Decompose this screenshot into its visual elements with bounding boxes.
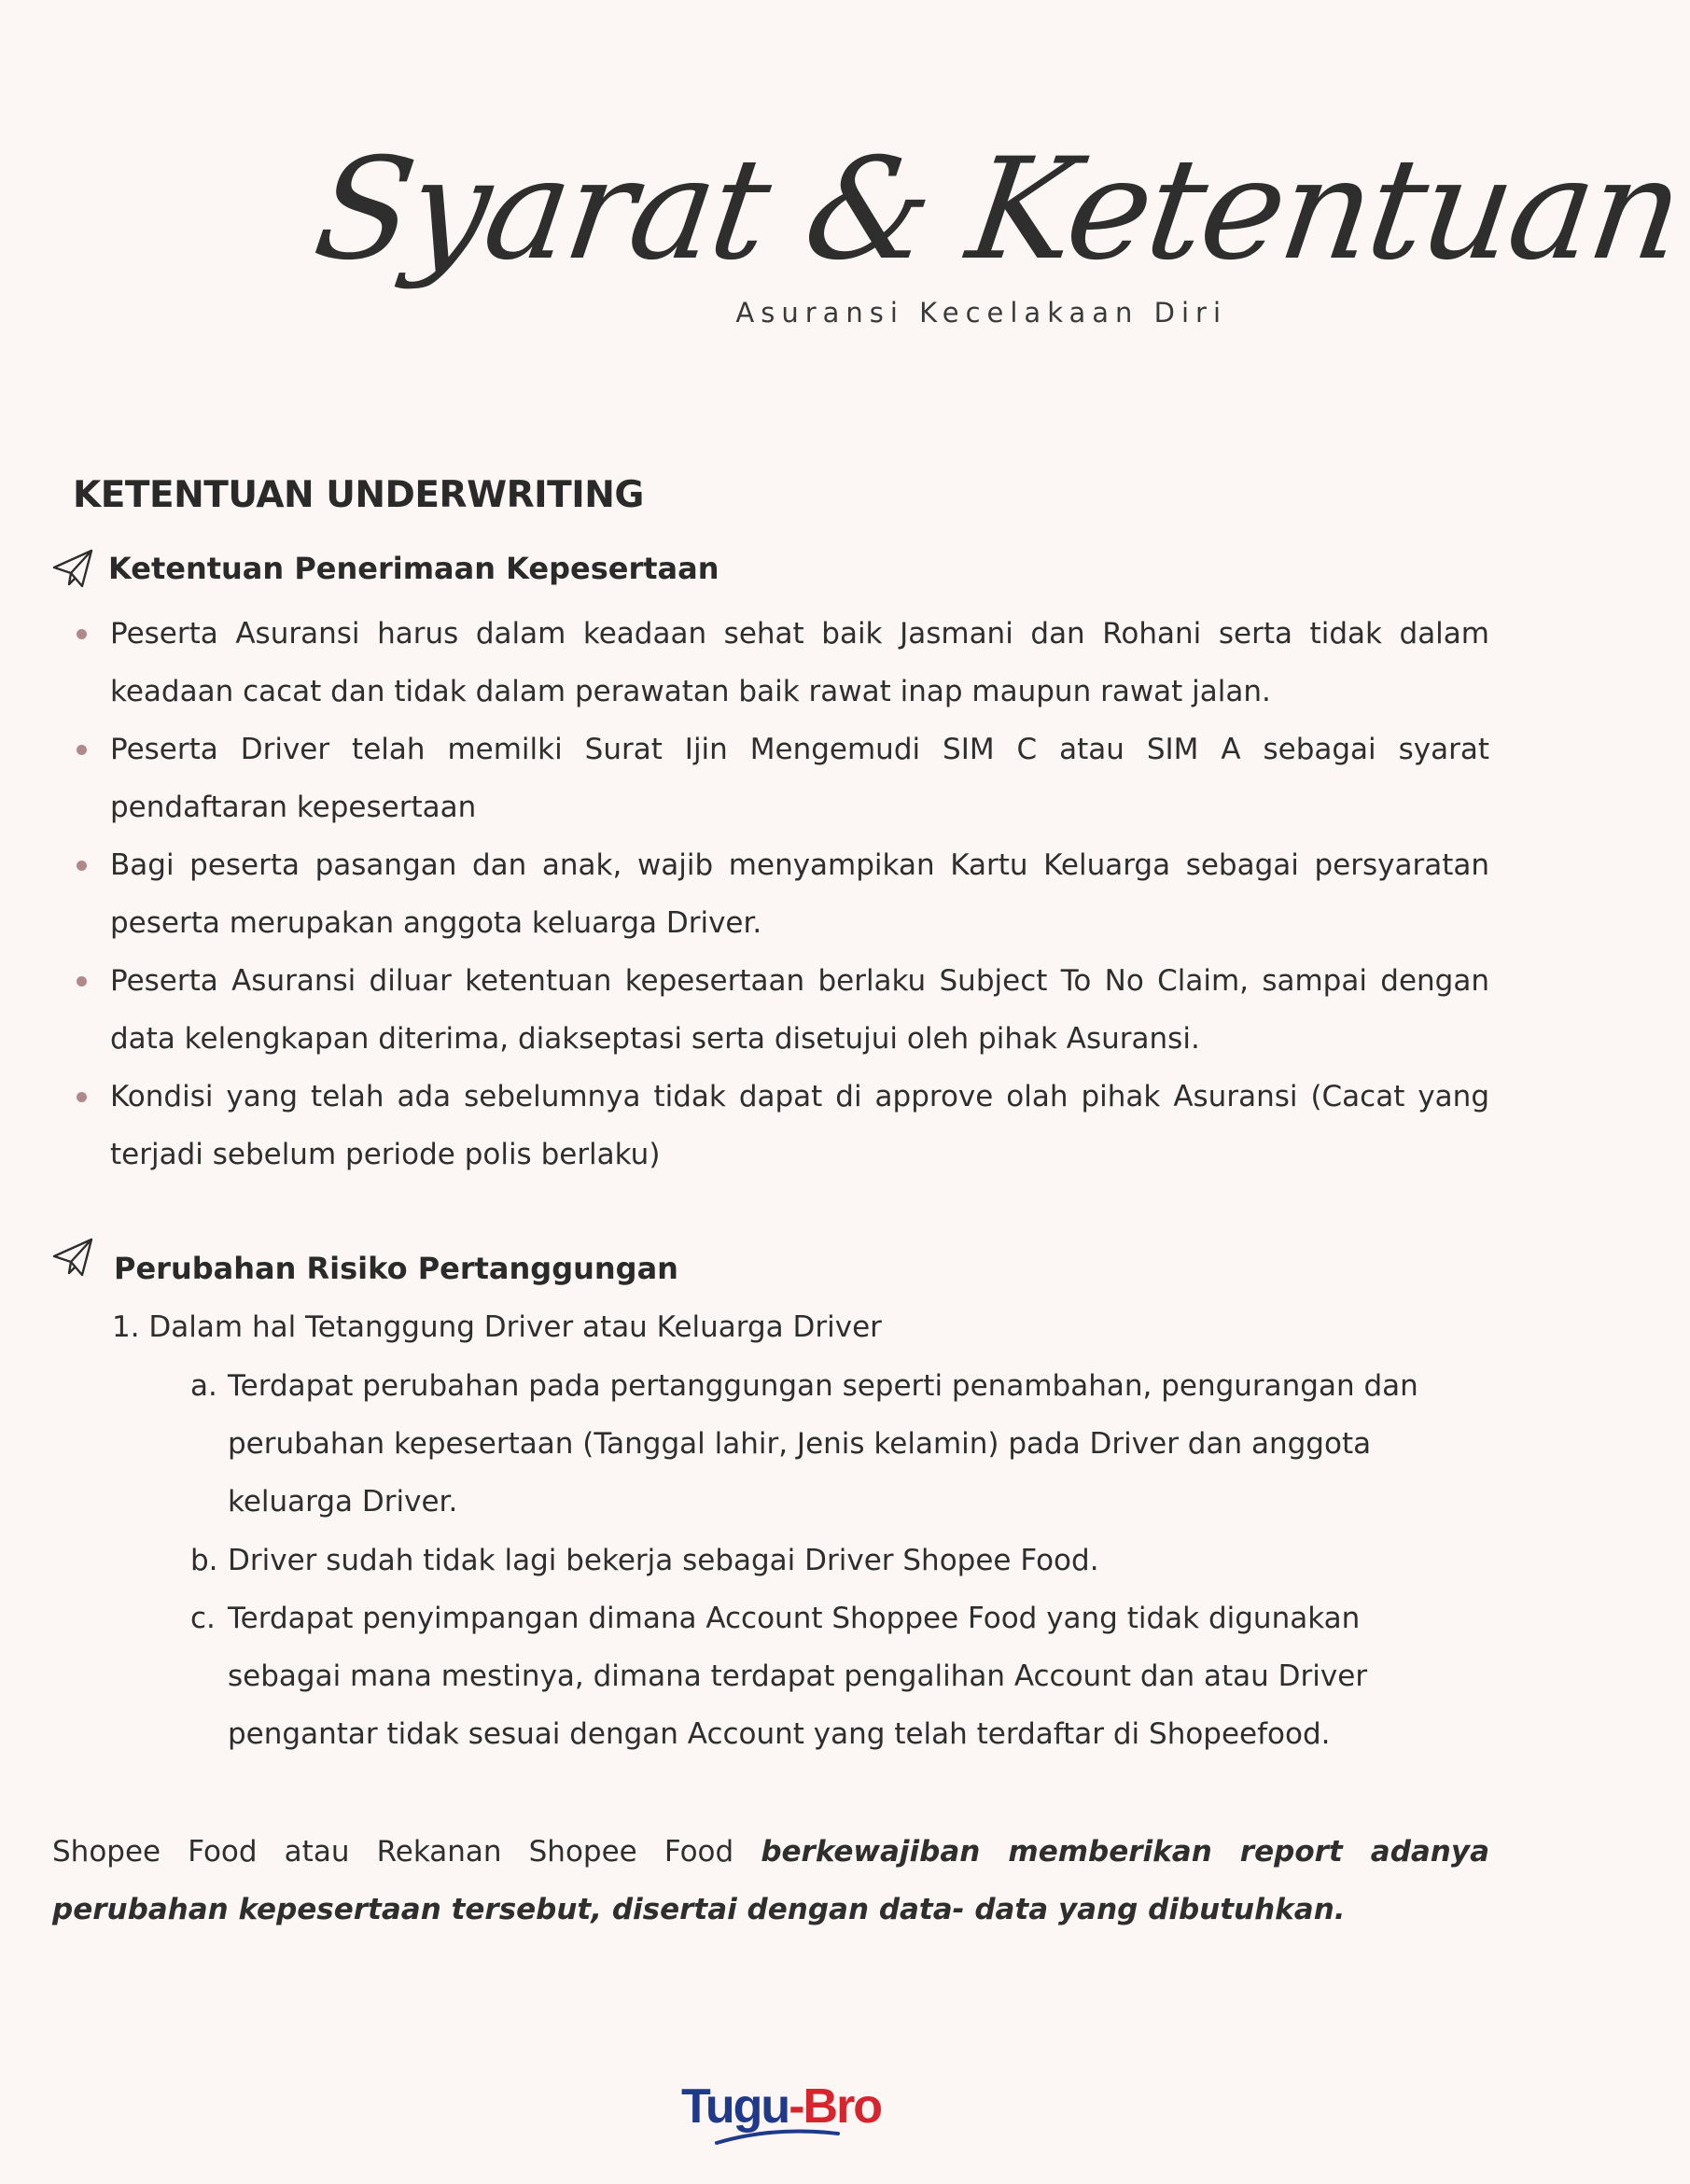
page-title: Syarat & Ketentuan <box>305 129 1690 291</box>
subsection-heading-perubahan: Perubahan Risiko Pertanggungan <box>114 1251 678 1286</box>
tugu-bro-logo <box>679 2065 882 2158</box>
item-text: Terdapat penyimpangan dimana Account Shoppee Food yang tidak digunakan sebagai mana mestinya, dimana terdapat pengalihan Account dan atau Driver pengantar tidak sesuai dengan Account yang telah terdaftar di Shopeefood. <box>228 1602 1368 1751</box>
item-text: Driver sudah tidak lagi bekerja sebagai Driver Shopee Food. <box>228 1544 1099 1577</box>
page-subtitle: Asuransi Kecelakaan Diri <box>735 297 1227 329</box>
paper-plane-icon <box>50 547 95 592</box>
item-label: b. <box>190 1544 218 1577</box>
list-item: Kondisi yang telah ada sebelumnya tidak dapat di approve olah pihak Asuransi (Cacat yang terjadi sebelum periode polis berlaku) <box>71 1068 1489 1183</box>
numbered-item: 1. Dalam hal Tetanggung Driver atau Keluarga Driver <box>112 1310 882 1344</box>
logo-text <box>681 2079 881 2134</box>
list-item: Peserta Asuransi harus dalam keadaan sehat baik Jasmani dan Rohani serta tidak dalam keadaan cacat dan tidak dalam perawatan baik rawat inap maupun rawat jalan. <box>71 605 1489 721</box>
logo-text-tugu: Tugu <box>681 2079 789 2134</box>
subsection-heading-penerimaan: Ketentuan Penerimaan Kepesertaan <box>108 551 719 586</box>
closing-paragraph <box>52 1823 1489 1939</box>
list-item <box>190 1357 1469 1531</box>
item-label: a. <box>190 1369 217 1403</box>
title-block <box>305 129 1690 345</box>
paper-plane-icon <box>50 1236 95 1281</box>
logo-text-bro: -Bro <box>789 2079 882 2134</box>
list-item <box>190 1532 1469 1589</box>
bullet-list <box>71 605 1489 1183</box>
list-item: Bagi peserta pasangan dan anak, wajib menyampikan Kartu Keluarga sebagai persyaratan peserta merupakan anggota keluarga Driver. <box>71 836 1489 952</box>
list-item <box>190 1589 1469 1763</box>
closing-bold-text: berkewajiban memberikan report adanya perubahan kepesertaan tersebut, disertai dengan data- data yang dibutuhkan. <box>52 1835 1489 1926</box>
list-item: Peserta Asuransi diluar ketentuan kepesertaan berlaku Subject To No Claim, sampai dengan data kelengkapan diterima, diakseptasi serta disetujui oleh pihak Asuransi. <box>71 952 1489 1068</box>
section-heading: KETENTUAN UNDERWRITING <box>73 474 644 516</box>
item-text: Terdapat perubahan pada pertanggungan seperti penambahan, pengurangan dan perubahan kepesertaan (Tanggal lahir, Jenis kelamin) pada Driver dan anggota keluarga Driver. <box>228 1369 1418 1519</box>
closing-normal-text: Shopee Food atau Rekanan Shopee Food <box>52 1835 761 1869</box>
list-item: Peserta Driver telah memilki Surat Ijin Mengemudi SIM C atau SIM A sebagai syarat pendaftaran kepesertaan <box>71 721 1489 836</box>
item-label: c. <box>190 1602 216 1635</box>
